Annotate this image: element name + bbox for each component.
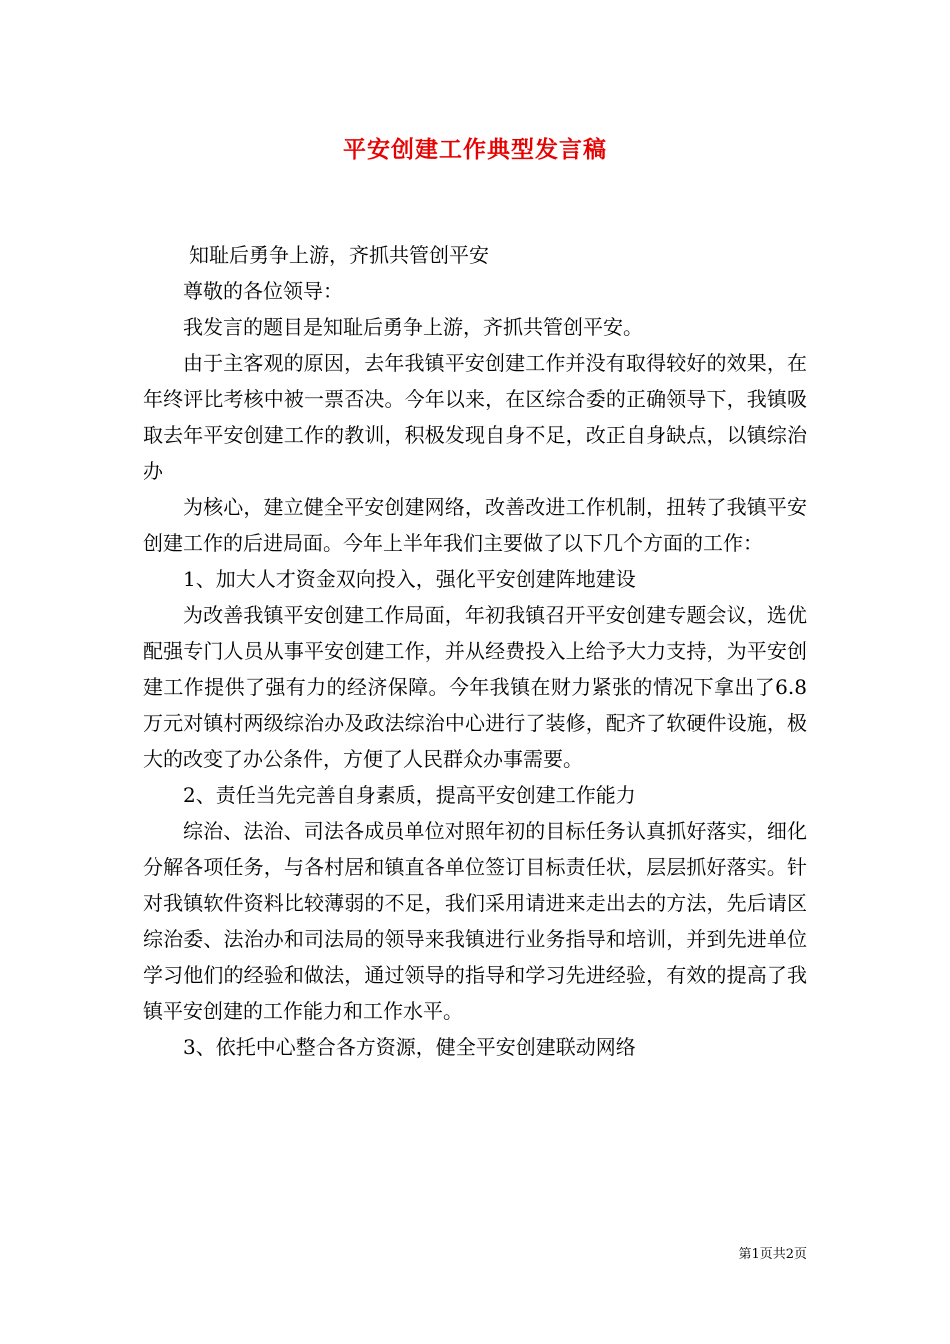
paragraph: 由于主客观的原因，去年我镇平安创建工作并没有取得较好的效果，在年终评比考核中被一票否决。今年以来，在区综合委的正确领导下，我镇吸取去年平安创建工作的教训，积极发现自身不足，改正自身缺点，以镇综治办	[143, 351, 807, 483]
paragraph: 为核心，建立健全平安创建网络，改善改进工作机制，扭转了我镇平安创建工作的后进局面。今年上半年我们主要做了以下几个方面的工作：	[143, 495, 807, 555]
paragraph-subtitle: 知耻后勇争上游，齐抓共管创平安	[189, 243, 489, 267]
paragraph-salutation: 尊敬的各位领导：	[183, 279, 343, 303]
document-body	[143, 237, 807, 1065]
section-heading: 2、责任当先完善自身素质，提高平安创建工作能力	[183, 783, 636, 807]
document-title: 平安创建工作典型发言稿	[343, 136, 607, 163]
section-heading: 1、加大人才资金双向投入，强化平安创建阵地建设	[183, 567, 636, 591]
paragraph: 综治、法治、司法各成员单位对照年初的目标任务认真抓好落实，细化分解各项任务，与各村居和镇直各单位签订目标责任状，层层抓好落实。针对我镇软件资料比较薄弱的不足，我们采用请进来走出去的方法，先后请区综治委、法治办和司法局的领导来我镇进行业务指导和培训，并到先进单位学习他们的经验和做法，通过领导的指导和学习先进经验，有效的提高了我镇平安创建的工作能力和工作水平。	[143, 819, 807, 1023]
paragraph: 我发言的题目是知耻后勇争上游，齐抓共管创平安。	[183, 315, 643, 339]
section-heading: 3、依托中心整合各方资源，健全平安创建联动网络	[183, 1035, 636, 1059]
page-number: 第1页共2页	[738, 1247, 807, 1262]
paragraph: 为改善我镇平安创建工作局面，年初我镇召开平安创建专题会议，选优配强专门人员从事平安创建工作，并从经费投入上给予大力支持，为平安创建工作提供了强有力的经济保障。今年我镇在财力紧张的情况下拿出了6.8万元对镇村两级综治办及政法综治中心进行了装修，配齐了软硬件设施，极大的改变了办公条件，方便了人民群众办事需要。	[143, 603, 807, 771]
